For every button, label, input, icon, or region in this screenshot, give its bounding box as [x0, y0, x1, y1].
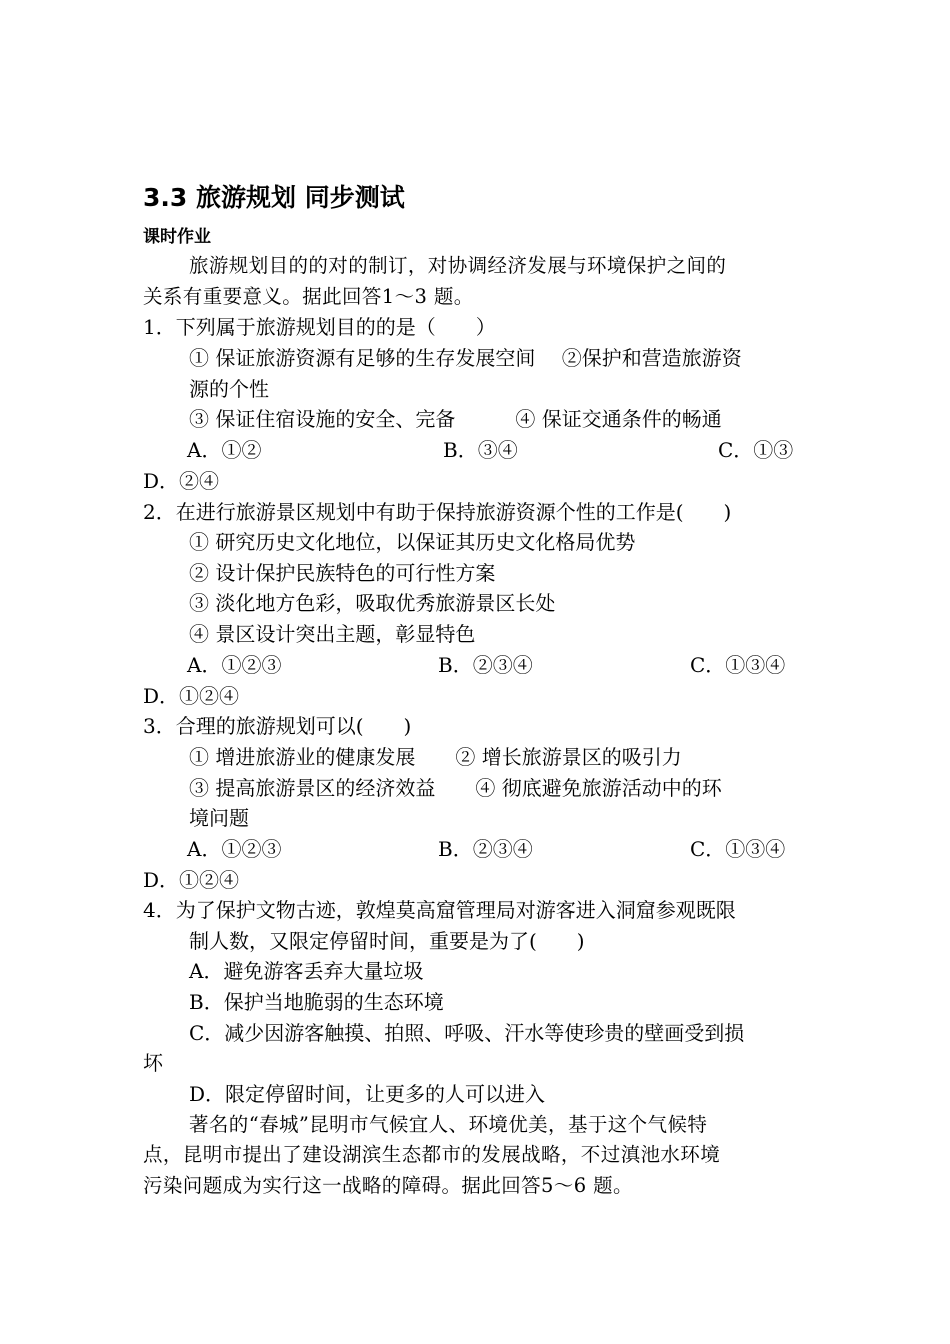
question-2-choice-a: A．①②③ [187, 653, 282, 677]
question-4-stem: 4．为了保护文物古迹，敦煌莫高窟管理局对游客进入洞窟参观既限 [143, 898, 736, 922]
page-title: 3.3 旅游规划 同步测试 [143, 183, 405, 212]
intro-passage-line: 著名的“春城”昆明市气候宜人、环境优美，基于这个气候特 [189, 1113, 708, 1136]
question-2-item: ④ 景区设计突出主题，彰显特色 [189, 622, 476, 646]
question-3-choice-c: C．①③④ [690, 837, 786, 861]
question-2-item: ③ 淡化地方色彩，吸取优秀旅游景区长处 [189, 591, 556, 615]
question-3-choice-b: B．②③④ [438, 837, 533, 861]
question-2-item: ② 设计保护民族特色的可行性方案 [189, 561, 496, 585]
question-1-item: 源的个性 [189, 377, 269, 401]
question-1-choice-c: C．①③ [718, 438, 794, 462]
question-2-item: ① 研究历史文化地位，以保证其历史文化格局优势 [189, 530, 636, 554]
question-2-choice-c: C．①③④ [690, 653, 786, 677]
question-1-choice-b: B．③④ [443, 438, 518, 462]
question-1-choice-a: A．①② [187, 438, 262, 462]
question-1-item: ① 保证旅游资源有足够的生存发展空间 ②保护和营造旅游资 [189, 346, 742, 370]
question-4-choice-c: C．减少因游客触摸、拍照、呼吸、汗水等使珍贵的壁画受到损 [189, 1021, 745, 1045]
question-2-choice-b: B．②③④ [438, 653, 533, 677]
question-3-choice-a: A．①②③ [187, 837, 282, 861]
question-2-stem: 2．在进行旅游景区规划中有助于保持旅游资源个性的工作是( ) [143, 500, 732, 524]
intro-passage-line: 污染问题成为实行这一战略的障碍。据此回答5～6 题。 [143, 1174, 633, 1197]
question-4-choice-b: B．保护当地脆弱的生态环境 [189, 990, 444, 1014]
question-2-choice-d: D．①②④ [143, 684, 240, 708]
question-4-choice-a: A．避免游客丢弃大量垃圾 [189, 959, 424, 983]
question-1-choice-d: D．②④ [143, 469, 220, 493]
question-3-item: 境问题 [189, 806, 249, 830]
question-1-stem: 1．下列属于旅游规划目的的是（ ） [143, 315, 496, 339]
question-1-item: ③ 保证住宿设施的安全、完备 ④ 保证交通条件的畅通 [189, 407, 722, 431]
question-4-stem-cont: 制人数，又限定停留时间，重要是为了( ) [189, 929, 585, 953]
question-3-item: ① 增进旅游业的健康发展 ② 增长旅游景区的吸引力 [189, 745, 682, 769]
question-3-choice-d: D．①②④ [143, 868, 240, 892]
intro-passage-line: 关系有重要意义。据此回答1～3 题。 [143, 285, 474, 308]
section-heading: 课时作业 [143, 227, 211, 247]
question-3-stem: 3．合理的旅游规划可以( ) [143, 714, 412, 738]
question-4-choice-c-cont: 坏 [143, 1051, 163, 1075]
intro-passage-line: 旅游规划目的的对的制订，对协调经济发展与环境保护之间的 [189, 254, 727, 277]
question-4-choice-d: D．限定停留时间，让更多的人可以进入 [189, 1082, 546, 1106]
intro-passage-line: 点，昆明市提出了建设湖滨生态都市的发展战略，不过滇池水环境 [143, 1143, 721, 1166]
question-3-item: ③ 提高旅游景区的经济效益 ④ 彻底避免旅游活动中的环 [189, 776, 722, 800]
